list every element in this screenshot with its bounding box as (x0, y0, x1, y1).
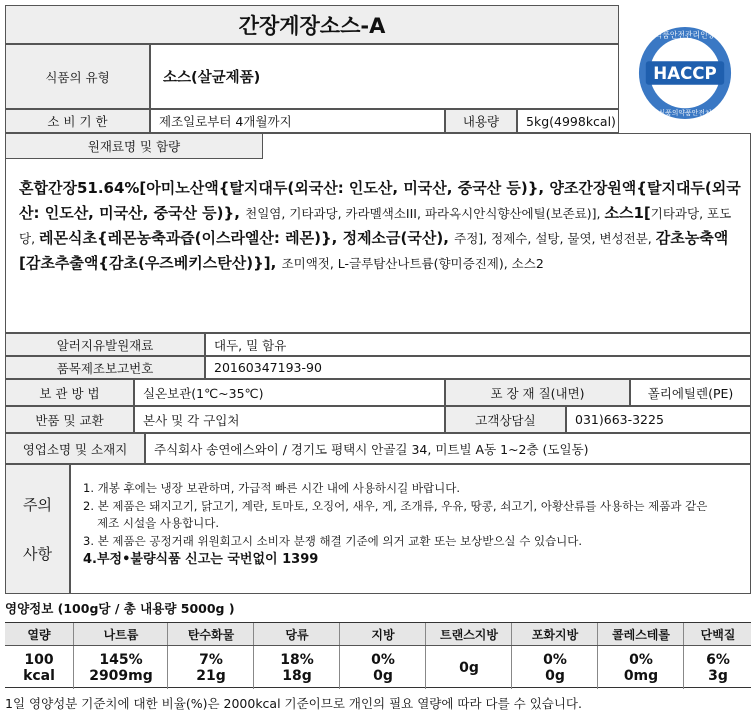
shelf-life-value: 제조일로부터 4개월까지 (150, 109, 445, 133)
storage-label: 보 관 방 법 (5, 379, 134, 406)
nutrition-value: 0% (371, 651, 395, 668)
haccp-bottom-text: 식품의약품안전처 (658, 109, 712, 118)
nutrition-value: 100 (24, 651, 54, 668)
food-type-label: 식품의 유형 (5, 44, 150, 109)
packaging-value: 폴리에틸렌(PE) (630, 379, 751, 406)
haccp-top-text: 식품안전관리인증 (654, 30, 716, 40)
cs-value: 031)663-3225 (566, 406, 751, 433)
nutrition-value: 2909mg (89, 667, 153, 684)
nutrition-col-header: 단백질 (683, 623, 752, 645)
nutrition-value-cell (425, 646, 512, 689)
allergen-label: 알러지유발원재료 (5, 333, 205, 356)
ingredient-part: 조미액젓, L-글루탐산나트륨(향미증진제), 소스2 (281, 256, 544, 271)
nutrition-value-cell (167, 646, 254, 689)
nutrition-value: 0% (543, 651, 567, 668)
ingredient-part: 혼합간장51.64%[아미노산액{탈지대두(외국산: 인도산, 미국산, 중국산 등)}, 양조간장원액{탈지대두(외국산: 인도산, 미국산, 중국산 등)}, (19, 179, 741, 222)
nutrition-col-header: 나트륨 (73, 623, 168, 645)
company-label: 영업소명 및 소재지 (5, 433, 145, 464)
nutrition-value: 3g (708, 667, 728, 684)
caution-item-2: 2. 본 제품은 돼지고기, 닭고기, 계란, 토마토, 오징어, 새우, 게, 조개류, 우유, 땅콩, 쇠고기, 아황산류를 사용하는 제품과 같은 (83, 498, 708, 513)
report-no-label: 품목제조보고번호 (5, 356, 205, 379)
caution-item-4: 4.부정•불량식품 신고는 국번없이 1399 (83, 552, 319, 567)
caution-item-3: 3. 본 제품은 공정거래 위원회고시 소비자 분쟁 해결 기준에 의거 교환 또는 보상받으실 수 있습니다. (83, 533, 583, 548)
haccp-mark: HACCP (653, 63, 717, 83)
nutrition-value: 0g (545, 667, 565, 684)
nutrition-value: 0mg (623, 667, 659, 684)
shelf-life-label: 소 비 기 한 (5, 109, 150, 133)
nutrition-col-header: 콜레스테롤 (597, 623, 684, 645)
report-no-value: 20160347193-90 (205, 356, 751, 379)
nutrition-value-cell (5, 646, 73, 689)
ingredient-part: 정제수, 설탕, 물엿, 변성전분, (491, 231, 656, 246)
nutrition-col-header: 탄수화물 (167, 623, 254, 645)
nutrition-value: 145% (99, 651, 143, 668)
caution-item-1: 1. 개봉 후에는 냉장 보관하며, 가급적 빠른 시간 내에 사용하시길 바랍니다. (83, 481, 460, 495)
caution-label-top: 주의 (23, 496, 52, 514)
ingredient-part: 천일염, 기타과당, 카라멜색소III, 파라옥시안식향산에틸(보존료)], (245, 206, 605, 221)
packaging-label: 포 장 재 질(내면) (445, 379, 630, 406)
allergen-value: 대두, 밀 함유 (205, 333, 751, 356)
product-title: 간장게장소스-A (5, 5, 619, 44)
ingredient-part: 기타과당, 포도당, (19, 206, 732, 246)
content-value: 5kg(4998kcal) (517, 109, 619, 133)
nutrition-footnote: 1일 영양성분 기준치에 대한 비율(%)은 2000kcal 기준이므로 개인의 필요 열량에 따라 다를 수 있습니다. (5, 696, 582, 711)
caution-label (5, 464, 70, 594)
nutrition-value: 0% (629, 651, 653, 668)
haccp-logo-icon (636, 24, 734, 122)
nutrition-col-header: 포화지방 (511, 623, 598, 645)
return-value: 본사 및 각 구입처 (134, 406, 445, 433)
nutrition-value-cell (683, 646, 752, 689)
nutrition-value: kcal (23, 667, 55, 684)
nutrition-value: 21g (196, 667, 226, 684)
ingredients-label: 원재료명 및 함량 (5, 133, 263, 159)
nutrition-col-header: 트랜스지방 (425, 623, 512, 645)
nutrition-value: 0g (373, 667, 393, 684)
ingredient-part: 주정], (454, 231, 492, 246)
nutrition-value-cell (339, 646, 426, 689)
nutrition-value: 7% (199, 651, 223, 668)
caution-label-bottom: 사항 (23, 545, 52, 563)
nutrition-value: 18g (282, 667, 312, 684)
storage-value: 실온보관(1℃~35℃) (134, 379, 445, 406)
caution-item-2-cont: 제조 시설을 사용합니다. (97, 516, 220, 530)
nutrition-value-cell (597, 646, 684, 689)
nutrition-table (5, 622, 751, 688)
nutrition-value-cell (253, 646, 340, 689)
ingredients-text (5, 160, 751, 332)
ingredient-part: 소스1[ (604, 204, 651, 222)
company-value: 주식회사 송연에스와이 / 경기도 평택시 안골길 34, 미트빌 A동 1~2층 (도일동) (145, 433, 751, 464)
nutrition-col-header: 당류 (253, 623, 340, 645)
nutrition-col-header: 지방 (339, 623, 426, 645)
nutrition-value-cell (511, 646, 598, 689)
caution-text (70, 464, 751, 594)
nutrition-col-header: 열량 (27, 627, 51, 642)
cs-label: 고객상담실 (445, 406, 566, 433)
ingredient-part: 레몬식초{레몬농축과즙(이스라엘산: 레몬)}, 정제소금(국산), (39, 229, 455, 247)
nutrition-value: 6% (706, 651, 730, 668)
ingredient-part: 감초농축액[감초추출액{감초(우즈베키스탄산)}], (19, 229, 729, 272)
nutrition-value: 0g (459, 659, 479, 676)
nutrition-header: 영양정보 (100g당 / 총 내용량 5000g ) (5, 601, 235, 616)
nutrition-value-cell (73, 646, 168, 689)
nutrition-value: 18% (280, 651, 314, 668)
return-label: 반품 및 교환 (5, 406, 134, 433)
content-label: 내용량 (445, 109, 517, 133)
food-type-value: 소스(살균제품) (150, 44, 619, 109)
